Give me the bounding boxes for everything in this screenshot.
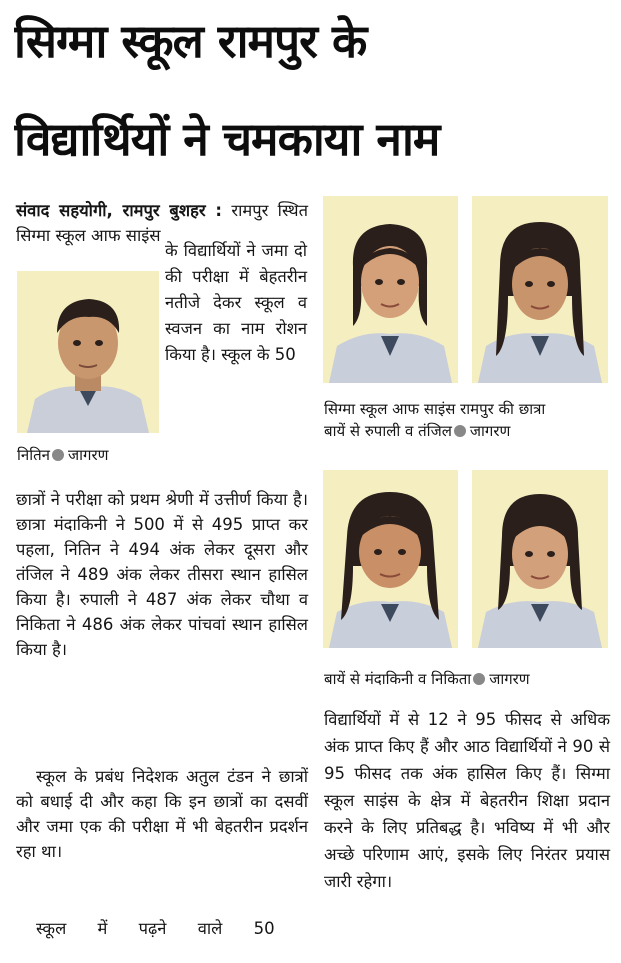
caption-nitin-name: नितिन xyxy=(17,446,50,464)
portrait-girl-icon xyxy=(472,196,608,383)
caption-top-pair-line-2-wrap xyxy=(324,420,614,442)
article-intro-rest: छात्रों ने परीक्षा को प्रथम श्रेणी में उत्तीर्ण किया है। छात्रा मंदाकिनी ने 500 में से 495 प्राप्त कर पहला, नितिन ने 494 अंक लेकर दूसरा और तंजिल ने 489 अंक लेकर तीसरा स्थान हासिल किया है। रुपाली ने 487 अंक लेकर चौथा व निकिता ने 486 अंक लेकर पांचवां स्थान हासिल किया है। xyxy=(16,490,308,659)
photo-nikita xyxy=(472,470,608,648)
photo-rupali xyxy=(323,196,458,383)
portrait-boy-icon xyxy=(17,271,159,433)
caption-top-pair xyxy=(324,398,614,442)
photo-nitin xyxy=(17,271,159,433)
para-3-text: स्कूल में पढ़ने वाले 50 xyxy=(36,919,275,938)
headline-line-1: सिग्मा स्कूल रामपुर के xyxy=(14,14,367,68)
caption-nitin-credit: जागरण xyxy=(67,446,109,464)
article-para-2 xyxy=(16,764,308,864)
portrait-girl-icon xyxy=(472,470,608,648)
caption-top-pair-credit: जागरण xyxy=(469,422,511,440)
caption-bottom-pair xyxy=(324,668,614,690)
caption-bottom-pair-credit: जागरण xyxy=(489,670,530,688)
caption-bottom-pair-text: बायें से मंदाकिनी व निकिता xyxy=(324,670,472,688)
article-para-3 xyxy=(16,916,308,941)
caption-top-pair-line-2: बायें से रुपाली व तंजिल xyxy=(324,422,452,440)
photo-mandakini xyxy=(323,470,458,648)
para-2-text: स्कूल के प्रबंध निदेशक अतुल टंडन ने छात्रों को बधाई दी और कहा कि इन छात्रों का दसवीं और जमा एक की परीक्षा में भी बेहतरीन प्रदर्शन रहा था। xyxy=(16,767,308,861)
article-right-para: विद्यार्थियों में से 12 ने 95 फीसद से अधिक अंक प्राप्त किए हैं और आठ विद्यार्थियों ने 90 से 95 फीसद तक अंक हासिल किए हैं। सिग्मा स्कूल साइंस के क्षेत्र में बेहतरीन शिक्षा प्रदान करने के लिए प्रतिबद्ध है। भविष्य में भी और अच्छे परिणाम आएं, इसके लिए निरंतर प्रयास जारी रहेगा। xyxy=(324,710,610,891)
photo-tanjil xyxy=(472,196,608,383)
intro-top-text: रामपुर स्थित सिग्मा स्कूल आफ साइंस xyxy=(16,201,308,245)
caption-top-pair-line-1: सिग्मा स्कूल आफ साइंस रामपुर की छात्रा xyxy=(324,400,546,418)
caption-nitin xyxy=(17,444,162,466)
byline: संवाद सहयोगी, रामपुर बुशहर : xyxy=(16,201,223,220)
bullet-icon xyxy=(52,449,64,461)
article-intro-wrap: के विद्यार्थियों ने जमा दो की परीक्षा में बेहतरीन नतीजे देकर स्कूल व स्वजन का नाम रोशन किया है। स्कूल के 50 xyxy=(165,241,307,364)
headline-line-2: विद्यार्थियों ने चमकाया नाम xyxy=(14,112,440,166)
portrait-girl-icon xyxy=(323,470,458,648)
bullet-icon xyxy=(473,673,485,685)
portrait-girl-icon xyxy=(323,196,458,383)
bullet-icon xyxy=(454,425,466,437)
